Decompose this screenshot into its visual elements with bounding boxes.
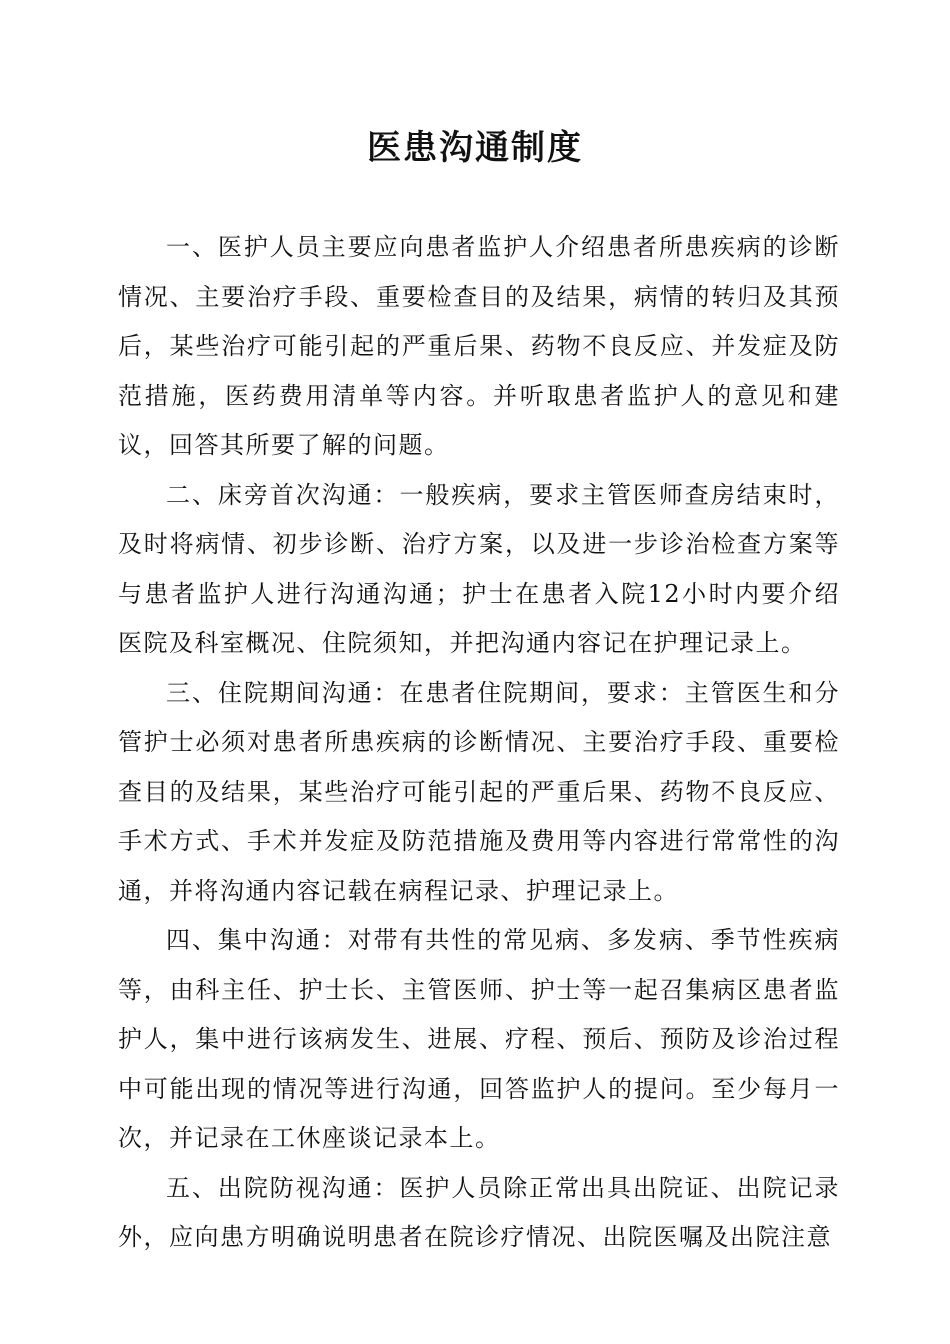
- document-title: 医患沟通制度: [367, 128, 583, 168]
- paragraph-1: 一、医护人员主要应向患者监护人介绍患者所患疾病的诊断情况、主要治疗手段、重要检查目的及结果，病情的转归及其预后，某些治疗可能引起的严重后果、药物不良反应、并发症及防范措施，医药费用清单等内容。并听取患者监护人的意见和建议，回答其所要了解的问题。: [118, 233, 840, 459]
- paragraph-5: 五、出院防视沟通：医护人员除正常出具出院证、出院记录外，应向患方明确说明患者在院诊疗情况、出院医嘱及出院注意: [118, 1173, 840, 1251]
- paragraph-3: 三、住院期间沟通：在患者住院期间，要求：主管医生和分管护士必须对患者所患疾病的诊断情况、主要治疗手段、重要检查目的及结果，某些治疗可能引起的严重后果、药物不良反应、手术方式、手术并发症及防范措施及费用等内容进行常常性的沟通，并将沟通内容记载在病程记录、护理记录上。: [118, 678, 840, 905]
- paragraph-4: 四、集中沟通：对带有共性的常见病、多发病、季节性疾病等，由科主任、护士长、主管医师、护士等一起召集病区患者监护人，集中进行该病发生、进展、疗程、预后、预防及诊治过程中可能出现的情况等进行沟通，回答监护人的提问。至少每月一次，并记录在工休座谈记录本上。: [118, 926, 840, 1152]
- paragraph-2: 二、床旁首次沟通：一般疾病，要求主管医师查房结束时，及时将病情、初步诊断、治疗方案，以及进一步诊治检查方案等与患者监护人进行沟通沟通；护士在患者入院12小时内要介绍医院及科室概况、住院须知，并把沟通内容记在护理记录上。: [118, 480, 840, 657]
- document-body: [118, 223, 840, 1263]
